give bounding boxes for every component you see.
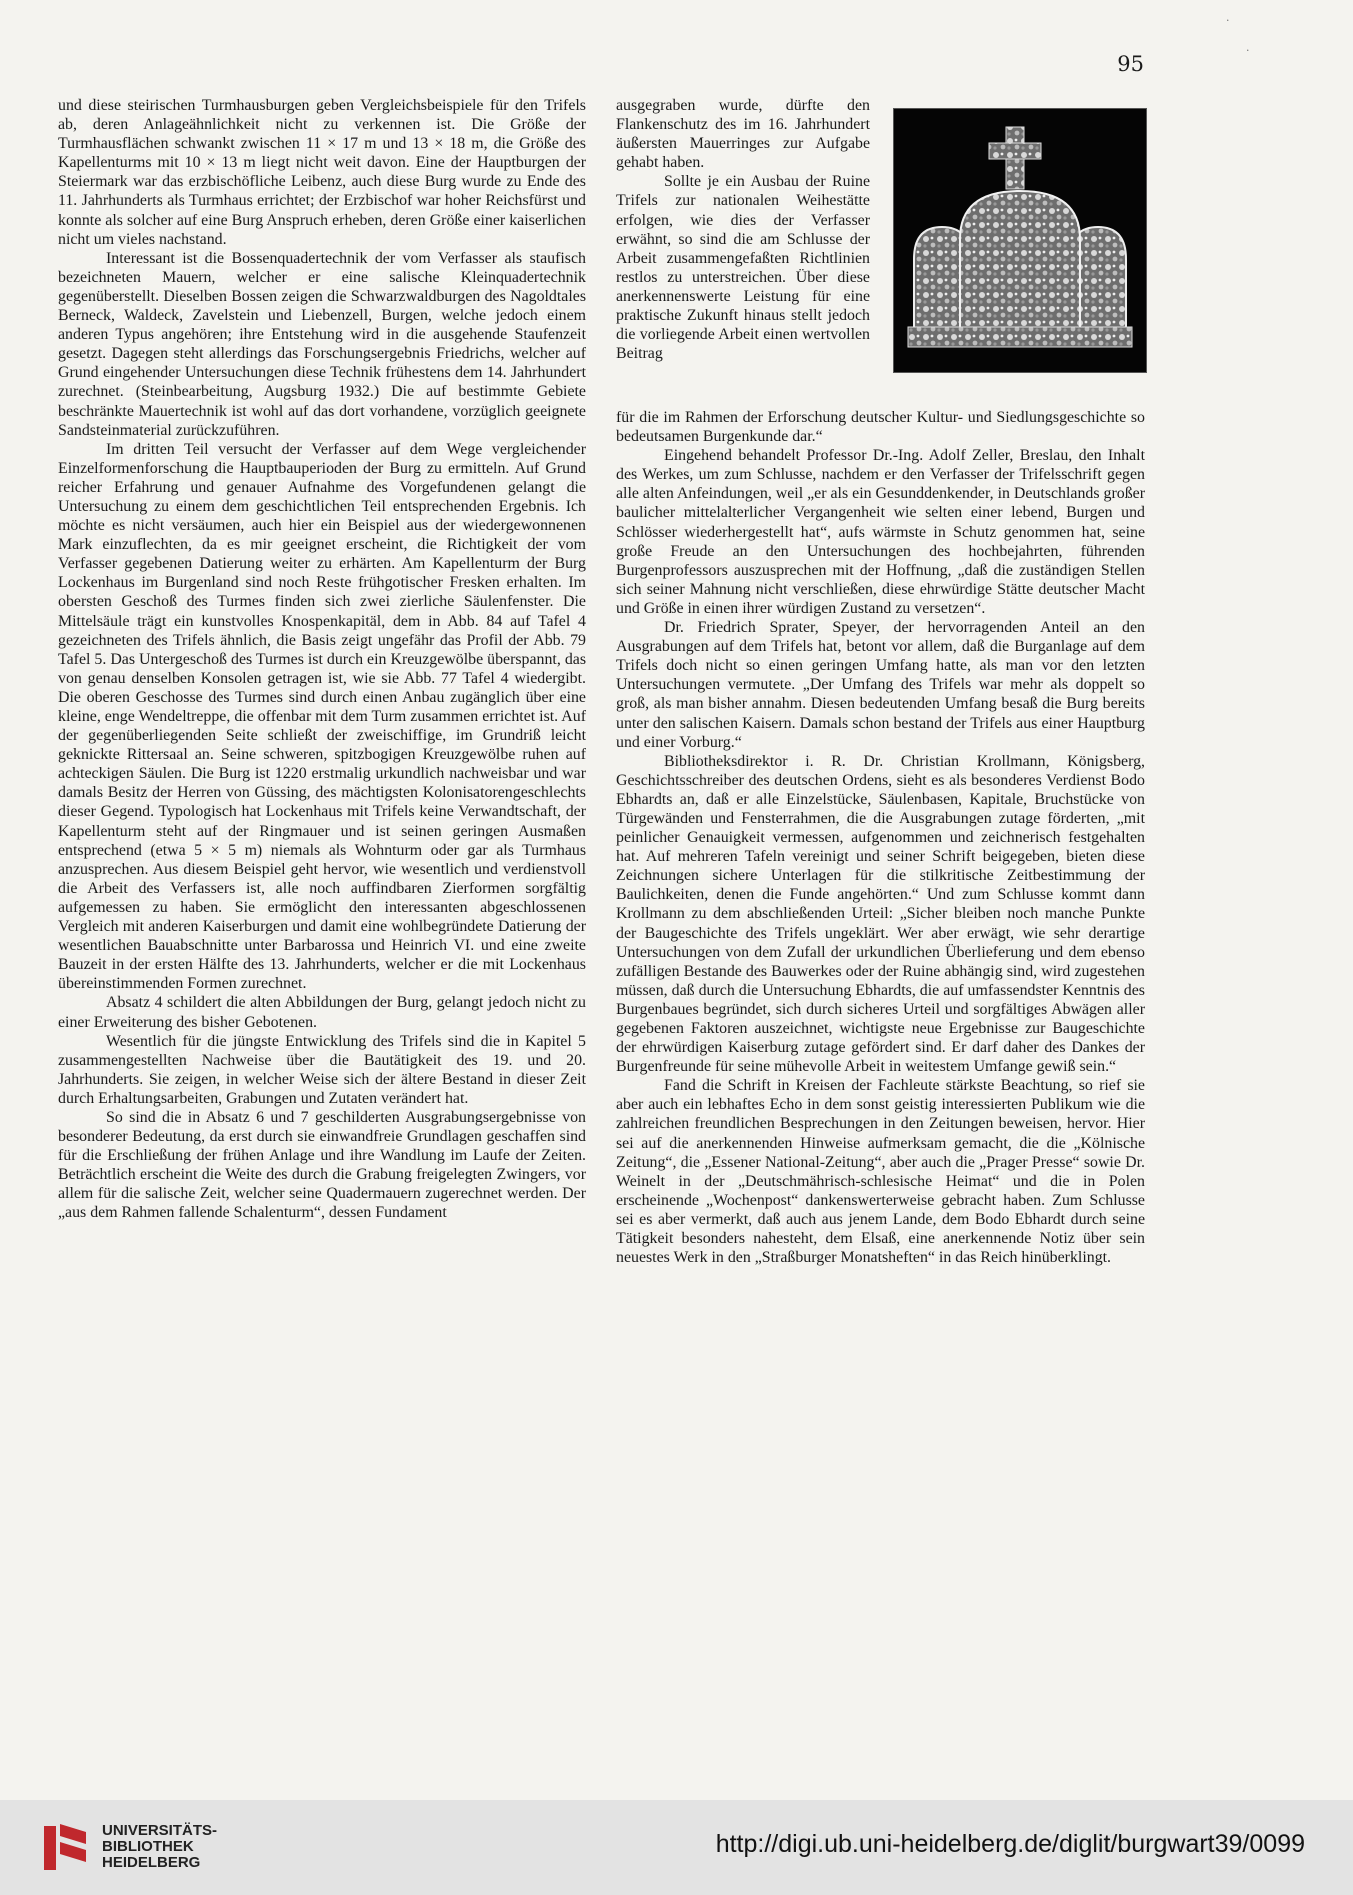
paragraph: Sollte je ein Ausbau der Ruine Trifels zur nationalen Weihestätte erfolgen, wie dies der Verfasser erwähnt, so sind die am Schlusse der Arbeit zusammengefaßten Richtlinien restlos zu unterstreichen. Über diese anerkennenswerte Leistung für eine praktische Zukunft hinaus stellt jedoch die vorliegende Arbeit einen wertvollen Beitrag bbox=[616, 173, 870, 363]
paragraph: Im dritten Teil versucht der Verfasser auf dem Wege vergleichender Einzelformenforschung die Hauptbauperioden der Burg zu ermitteln. Auf Grund reicher Erfahrung und genauer Aufnahme des Vorgefundenen gelangt die Untersuchung zu einem dem geschichtlichen Teil entsprechenden Ergebnis. Ich möchte es nicht versäumen, auch hier ein Beispiel aus der wiedergewonnenen Mark einzuflechten, da es mir geeignet erscheint, die Richtigkeit der vom Verfasser gegebenen Datierung weiter zu erhärten. Am Kapellenturm der Burg Lockenhaus im Burgenland sind noch Reste frühgotischer Fresken erhalten. Im obersten Geschoß des Turmes finden sich zwei zierliche Säulenfenster. Die Mittelsäule trägt ein kunstvolles Knospenkapitäl, dem in Abb. 84 auf Tafel 4 gezeichneten des Trifels ähnlich, die Basis zeigt ungefähr das Profil der Abb. 79 Tafel 5. Das Untergeschoß des Turmes ist durch ein Kreuzgewölbe überspannt, das von genau denselben Konsolen getragen ist, wie sie Abb. 77 Tafel 4 wiedergibt. Die oberen Geschosse des Turmes sind durch einen Anbau zugänglich über eine kleine, enge Wendeltreppe, die offenbar mit dem Turm zusammen errichtet ist. Auf der gegenüberliegenden Seite schließt der zweischiffige, im Grundriß leicht geknickte Rittersaal an. Seine schweren, spitzbogigen Kreuzgewölbe ruhen auf achteckigen Säulen. Die Burg ist 1220 erstmalig urkundlich nachweisbar und war damals Besitz der Herren von Güssing, des mächtigsten Kolonisatorengeschlechts dieser Gegend. Typologisch hat Lockenhaus mit Trifels keine Verwandtschaft, der Kapellenturm steht auf der Ringmauer und ist seinen geringen Ausmaßen entsprechend (etwa 5 × 5 m) niemals als Wohnturm oder gar als Turmhaus anzusprechen. Aus diesem Beispiel geht hervor, wie wesentlich und verdienstvoll die Arbeit des Verfassers ist, alle noch auffindbaren Zierformen sorgfältig aufgemessen zu haben. Sie ermöglicht den interessanten abgeschlossenen Vergleich mit anderen Kaiserburgen und damit eine wohlbegründete Datierung der wesentlichen Bauabschnitte unter Barbarossa und Heinrich VI. und eine zweite Bauzeit in der ersten Hälfte des 13. Jahrhunderts, welcher er die mit Lockenhaus übereinstimmenden Formen zurechnet. bbox=[58, 440, 586, 993]
paragraph: Dr. Friedrich Sprater, Speyer, der hervorragenden Anteil an den Ausgrabungen auf dem Trifels hat, betont vor allem, daß die Burganlage auf dem Trifels doch nicht so einen geringen Umfang hatte, als man vor den letzten Untersuchungen vermutete. „Der Umfang des Trifels war mehr als doppelt so groß, als man bisher annahm. Diesen bedeutenden Umfang besaß die Burg bereits unter den salischen Kaisern. Damals schon bestand der Trifels aus einer Hauptburg und einer Vorburg.“ bbox=[616, 619, 1145, 751]
university-logo-icon[interactable] bbox=[42, 1820, 90, 1874]
paragraph: und diese steirischen Turmhausburgen geben Vergleichsbeispiele für den Trifels ab, deren Anlageähnlichkeit nicht zu verkennen ist. Die Größe der Turmhausflächen schwankt zwischen 11 × 17 m und 13 × 18 m, die Größe des Kapellenturms mit 10 × 13 m liegt nicht weit davon. Eine der Hauptburgen der Steiermark war das erzbischöfliche Leibenz, auch diese Burg wurde zu Ende des 11. Jahrhunderts als Turmhaus errichtet; der Erzbischof war hoher Reichsfürst und konnte als solcher auf eine Burg Anspruch erheben, deren Größe einer kaiserlichen nicht um vieles nachstand. bbox=[58, 97, 586, 248]
paragraph: Eingehend behandelt Professor Dr.-Ing. Adolf Zeller, Breslau, den Inhalt des Werkes, um zum Schlusse, nachdem er den Verfasser der Trifelsschrift gegen alle alten Anfeindungen, weil „er als ein Gesunddenkender, in Deutschlands großer baulicher mittelalterlicher Vergangenheit wie selten einer lebend, Burgen und Schlösser wiederhergestellt hat“, aufs wärmste in Schutz genommen hat, seine große Freude an den Untersuchungen des hochbejahrten, führenden Burgenprofessors auszusprechen mit der Hoffnung, „daß die zuständigen Stellen sich seiner Mahnung nicht verschließen, diese ehrwürdige Stätte deutscher Macht und Größe in einen ihrer würdigen Zustand zu versetzen“. bbox=[616, 447, 1145, 617]
logo-line: HEIDELBERG bbox=[102, 1854, 201, 1871]
paragraph: Wesentlich für die jüngste Entwicklung des Trifels sind die in Kapitel 5 zusammengestellten Nachweise über die Bautätigkeit des 19. und 20. Jahrhunderts. Sie zeigen, in welcher Weise sich der ältere Bestand in dieser Zeit durch Erhaltungsarbeiten, Grabungen und Zutaten verändert hat. bbox=[58, 1032, 586, 1107]
logo-line: UNIVERSITÄTS- bbox=[102, 1822, 218, 1839]
crown-illustration bbox=[894, 109, 1146, 372]
permalink-url[interactable]: http://digi.ub.uni-heidelberg.de/diglit/burgwart39/0099 bbox=[715, 1830, 1305, 1858]
viewer-footer bbox=[0, 1800, 1353, 1895]
paragraph: ausgegraben wurde, dürfte den Flankenschutz des im 16. Jahrhundert äußersten Mauerringes zur Aufgabe gehabt haben. bbox=[616, 97, 870, 172]
paragraph: Absatz 4 schildert die alten Abbildungen der Burg, gelangt jedoch nicht zu einer Erweiterung des bisher Gebotenen. bbox=[58, 994, 586, 1031]
scan-mark: · bbox=[1246, 44, 1250, 57]
scan-mark: · bbox=[1226, 14, 1230, 27]
paragraph: Fand die Schrift in Kreisen der Fachleute stärkste Beachtung, so rief sie aber auch ein lebhaftes Echo in dem sonst geistig interessierten Publikum wie die zahlreichen freundlichen Besprechungen in den Zeitungen beweisen, hervor. Hier sei auf die anerkennenden Hinweise aufmerksam gemacht, die die „Kölnische Zeitung“, die „Essener National-Zeitung“, aber auch die „Prager Presse“ sowie Dr. Weinelt in der „Deutschmährisch-schlesische Heimat“ und die in Polen erscheinende „Wochenpost“ dankenswerterweise gebracht haben. Zum Schlusse sei es aber vermerkt, daß auch aus jenem Lande, dem Bodo Ebhardt durch seine Tätigkeit besonders nahesteht, dem Elsaß, eine anerkennende Notiz über sein neuestes Werk in den „Straßburger Monatsheften“ in das Reich hinüberklingt. bbox=[616, 1077, 1145, 1267]
paragraph: Bibliotheksdirektor i. R. Dr. Christian Krollmann, Königsberg, Geschichtsschreiber des deutschen Ordens, sieht es als besonderes Verdienst Bodo Ebhardts an, daß er alle Einzelstücke, Säulenbasen, Kapitale, Bruchstücke von Türgewänden und Fensterrahmen, die die Ausgrabungen zutage förderten, „mit peinlicher Genauigkeit vermessen, aufgenommen und zeichnerisch festgehalten hat. Auf mehreren Tafeln vereinigt und seiner Schrift beigegeben, bieten diese Zeichnungen sichere Unterlagen für die stilkritische Zeitbestimmung der Baulichkeiten, denen die Funde angehörten.“ Und zum Schlusse kommt dann Krollmann zu dem abschließenden Urteil: „Sicher bleiben noch manche Punkte der Baugeschichte des Trifels ungeklärt. Wer aber erwägt, wie sehr derartige Untersuchungen von dem Zufall der urkundlichen Überlieferung und dem ebenso zufälligen Bestande des Bauwerkes oder der Ruine abhängig sind, wird zugestehen müssen, daß durch die Untersuchung Ebhardts, die auf umfassendster Kenntnis des Burgenbaues begründet, sich durch sicheres Urteil und sorgfältiges Abwägen aller gegebenen Faktoren auszeichnet, wichtigste neue Ergebnisse zur Baugeschichte der ehrwürdigen Kaiserburg zutage gefördert sind. Er darf daher des Dankes der Burgenfreunde für seine mühevolle Arbeit in weitestem Umfange gewiß sein.“ bbox=[616, 752, 1145, 1076]
logo-line: BIBLIOTHEK bbox=[102, 1838, 194, 1855]
paragraph: für die im Rahmen der Erforschung deutscher Kultur- und Siedlungsgeschichte so bedeutsamen Burgenkunde dar.“ bbox=[616, 409, 1145, 446]
right-column-top bbox=[616, 96, 870, 408]
paragraph: So sind die in Absatz 6 und 7 geschilderten Ausgrabungsergebnisse von besonderer Bedeutung, da erst durch sie einwandfreie Grundlagen geschaffen sind für die Erschließung der frühen Anlage und ihre Wandlung im Laufe der Zeiten. Beträchtlich erscheint die Weite des durch die Grabung freigelegten Zwingers, vor allem für die salische Zeit, welcher seine Quadermauern zugerechnet werden. Der „aus dem Rahmen fallende Schalenturm“, dessen Fundament bbox=[58, 1108, 586, 1222]
left-column bbox=[58, 96, 586, 1456]
page-number: 95 bbox=[1117, 52, 1144, 76]
right-column bbox=[616, 408, 1145, 1458]
crown-photograph bbox=[893, 108, 1147, 373]
paragraph: Interessant ist die Bossenquadertechnik der vom Verfasser als staufisch bezeichneten Mauern, welcher er eine salische Kleinquadertechnik gegenüberstellt. Dieselben Bossen zeigen die Schwarzwaldburgen des Nagoldtales Berneck, Waldeck, Zavelstein und Liebenzell, Burgen, welche jedoch einem anderen Typus angehören; ihre Entstehung wird in die ausgehende Staufenzeit gesetzt. Dagegen steht allerdings das Forschungsergebnis Friedrichs, welcher auf Grund eingehender Untersuchungen diese Technik frühestens dem 14. Jahrhundert zurechnet. (Steinbearbeitung, Augsburg 1932.) Die auf bestimmte Gebiete beschränkte Mauertechnik ist wohl auf das dort vorhandene, vorzüglich geeignete Sandsteinmaterial zurückzuführen. bbox=[58, 249, 586, 439]
university-logo-text[interactable] bbox=[102, 1823, 217, 1871]
